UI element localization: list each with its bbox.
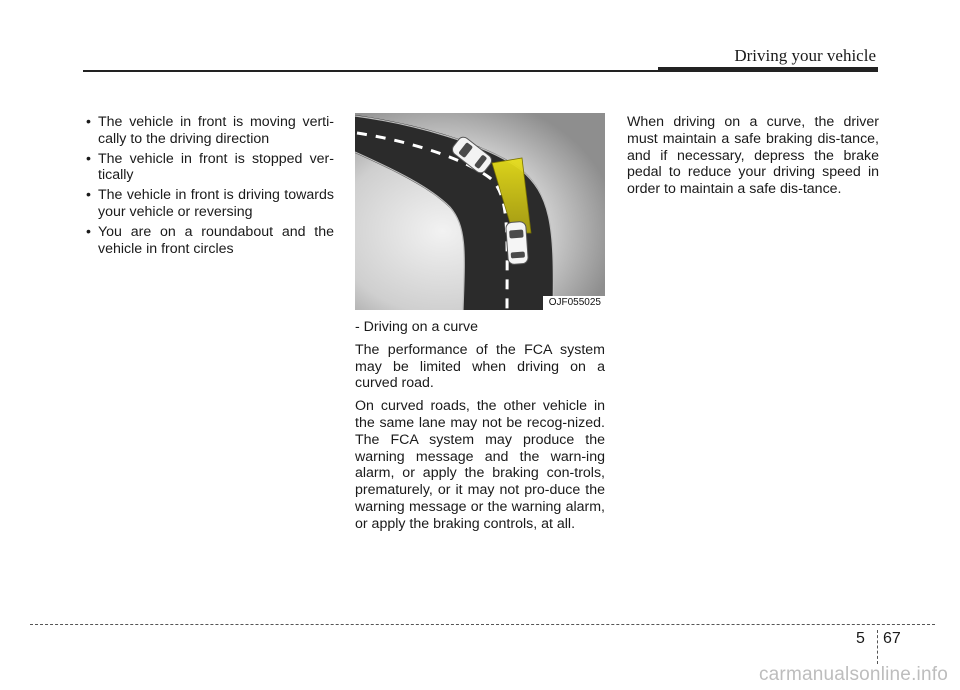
page-number: 67 [883,630,901,647]
subheading: - Driving on a curve [355,319,479,335]
curve-illustration [355,113,605,310]
list-item: • The vehicle in front is moving verti-cally to the driving direction [84,114,334,148]
ego-vehicle [506,221,529,264]
header-rule-thin [83,70,660,72]
figure-code: OJF055025 [543,296,605,310]
middle-column [355,319,605,539]
list-item: • You are on a roundabout and the vehicle in front circles [84,224,334,258]
footer-divider [877,630,878,664]
left-column [84,114,334,260]
footer-rule [30,624,935,625]
watermark: carmanualsonline.info [758,664,948,685]
header-rule-thick [658,67,878,72]
list-item: • The vehicle in front is stopped ver-tically [84,151,334,185]
condition-list [84,114,334,257]
curve-road-image [355,113,605,310]
paragraph: On curved roads, the other vehicle in the same lane may not be recog-nized. The FCA system may produce the warning message and the warn-ing alarm, or apply the braking con-trols, prematurely, or it may not pro-duce the warning message or the warning alarm, or apply the braking controls, at all. [355,398,605,532]
paragraph: When driving on a curve, the driver must maintain a safe braking dis-tance, and if necessary, depress the brake pedal to reduce your driving speed in order to maintain a safe dis-tance. [627,114,879,198]
chapter-number: 5 [856,630,865,647]
paragraph: The performance of the FCA system may be limited when driving on a curved road. [355,341,605,392]
section-title: Driving your vehicle [734,46,876,65]
right-column [627,114,879,204]
list-item: • The vehicle in front is driving towards your vehicle or reversing [84,187,334,221]
